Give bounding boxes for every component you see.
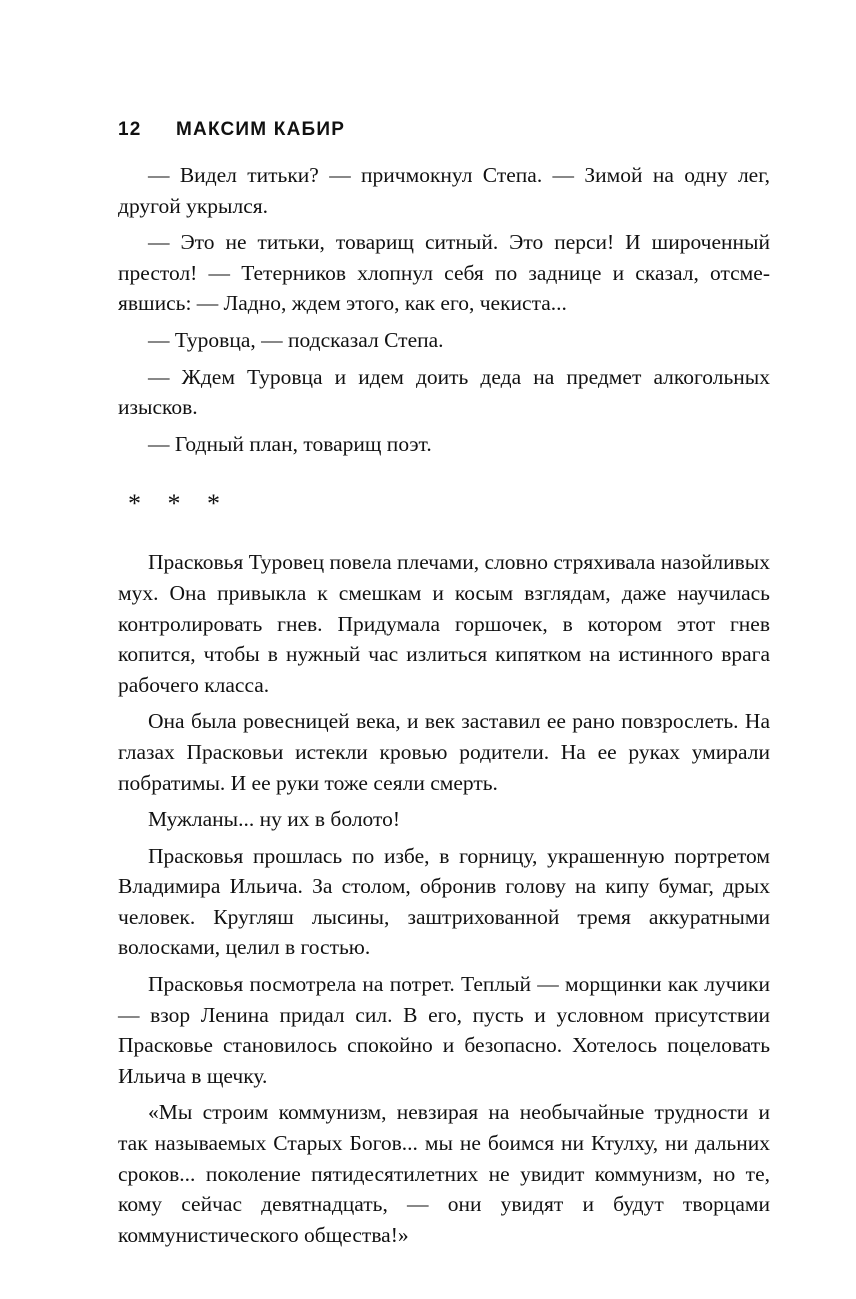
paragraph: Прасковья прошлась по избе, в горницу, украшенную портретом Владимира Ильича. За столом, обронив голову на кипу бумаг, дрых человек. Кругляш лысины, заштрихованной тремя аккуратными волосками, целил в гостью. <box>118 843 770 960</box>
paragraph: — Ждем Туровца и идем доить деда на предмет алкогольных изысков. <box>118 364 770 420</box>
section-break: * * * <box>128 489 230 519</box>
running-head <box>118 118 345 142</box>
paragraph: Она была ровесницей века, и век заставил ее рано повзрослеть. На глазах Прасковьи истекли кровью родители. На ее руках умирали побратимы. И ее руки тоже сеяли смерть. <box>118 709 770 795</box>
paragraph: — Видел титьки? — причмокнул Степа. — Зимой на одну лег, другой укрылся. <box>118 163 770 218</box>
body-text <box>118 160 770 1256</box>
page-number: 12 <box>118 119 142 140</box>
paragraph: — Туровца, — подсказал Степа. <box>148 327 444 352</box>
author-name: МАКСИМ КАБИР <box>176 119 346 140</box>
paragraph: «Мы строим коммунизм, невзирая на необычайные трудности и так называемых Старых Богов... мы не боимся ни Ктулху, ни дальних сроков... поколение пятидесятилетних не увидит коммунизм, но те, кому сейчас девятнадцать, — они увидят и будут творцами коммунистического общества!» <box>118 1100 770 1247</box>
paragraph: — Годный план, товарищ поэт. <box>148 431 432 456</box>
book-page <box>118 0 770 1299</box>
paragraph: — Это не титьки, товарищ ситный. Это перси! И широченный престол! — Тетерников хлопнул себя по заднице и сказал, отсмеявшись: — Ладно, ждем этого, как его, чекиста... <box>118 230 770 316</box>
paragraph: Прасковья посмотрела на потрет. Теплый — морщинки как лучики — взор Ленина придал сил. В его, пусть и условном присутствии Прасковье становилось спокойно и безопасно. Хотелось поцеловать Ильича в щечку. <box>118 972 770 1088</box>
paragraph: Мужланы... ну их в болото! <box>148 807 401 832</box>
paragraph: Прасковья Туровец повела плечами, словно стряхивала назойливых мух. Она привыкла к смешкам и косым взглядам, даже научилась контролировать гнев. Придумала горшочек, в котором этот гнев копится, чтобы в нужный час излиться кипятком на истинного врага рабочего класса. <box>118 550 770 697</box>
